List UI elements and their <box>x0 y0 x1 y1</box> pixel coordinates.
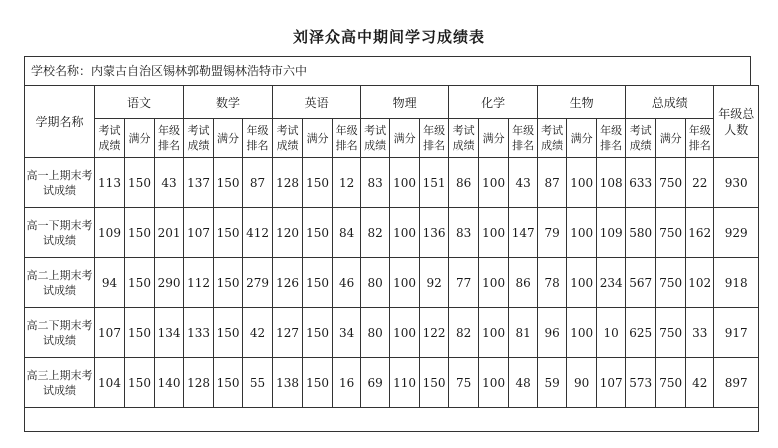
score-cell: 140 <box>155 358 184 408</box>
exam-score-header: 考试成绩 <box>361 119 390 158</box>
grade-rank-header: 年级排名 <box>509 119 538 158</box>
score-cell: 150 <box>303 158 333 208</box>
score-cell: 16 <box>333 358 361 408</box>
score-cell: 110 <box>390 358 420 408</box>
table-row <box>25 158 759 208</box>
score-cell: 150 <box>420 358 449 408</box>
score-cell: 84 <box>333 208 361 258</box>
subject-header: 英语 <box>273 86 361 119</box>
blank-row <box>25 408 759 432</box>
table-row <box>25 358 759 408</box>
score-cell: 412 <box>243 208 273 258</box>
score-cell: 80 <box>361 258 390 308</box>
term-label: 高二下期末考试成绩 <box>25 308 95 358</box>
score-cell: 750 <box>656 308 686 358</box>
score-cell: 150 <box>303 358 333 408</box>
score-cell: 109 <box>95 208 125 258</box>
score-cell: 279 <box>243 258 273 308</box>
sub-header-row <box>25 119 759 158</box>
subject-header: 物理 <box>361 86 449 119</box>
score-cell: 77 <box>449 258 479 308</box>
term-label: 高一上期末考试成绩 <box>25 158 95 208</box>
score-cell: 750 <box>656 258 686 308</box>
score-cell: 127 <box>273 308 303 358</box>
score-cell: 80 <box>361 308 390 358</box>
score-cell: 34 <box>333 308 361 358</box>
school-name-line: 学校名称：内蒙古自治区锡林郭勒盟锡林浩特市六中 <box>24 56 751 86</box>
score-cell: 112 <box>184 258 214 308</box>
exam-score-header: 考试成绩 <box>273 119 303 158</box>
score-cell: 78 <box>538 258 567 308</box>
score-cell: 86 <box>509 258 538 308</box>
full-mark-header: 满分 <box>390 119 420 158</box>
score-cell: 48 <box>509 358 538 408</box>
subject-header: 生物 <box>538 86 626 119</box>
score-cell: 22 <box>686 158 714 208</box>
grade-rank-header: 年级排名 <box>333 119 361 158</box>
score-cell: 100 <box>567 258 597 308</box>
score-cell: 122 <box>420 308 449 358</box>
score-cell: 625 <box>626 308 656 358</box>
score-cell: 104 <box>95 358 125 408</box>
score-cell: 96 <box>538 308 567 358</box>
grade-rank-header: 年级排名 <box>420 119 449 158</box>
score-cell: 59 <box>538 358 567 408</box>
grade-total-cell: 929 <box>714 208 759 258</box>
score-cell: 150 <box>125 308 155 358</box>
score-cell: 150 <box>214 208 243 258</box>
score-cell: 33 <box>686 308 714 358</box>
grade-rank-header: 年级排名 <box>155 119 184 158</box>
score-cell: 100 <box>390 208 420 258</box>
score-cell: 83 <box>449 208 479 258</box>
score-cell: 633 <box>626 158 656 208</box>
page-title: 刘泽众高中期间学习成绩表 <box>292 28 485 46</box>
grade-total-cell: 918 <box>714 258 759 308</box>
score-cell: 150 <box>125 358 155 408</box>
score-cell: 42 <box>686 358 714 408</box>
score-cell: 12 <box>333 158 361 208</box>
score-cell: 100 <box>479 158 509 208</box>
blank-cell <box>25 408 759 432</box>
subject-header: 语文 <box>95 86 184 119</box>
score-cell: 107 <box>95 308 125 358</box>
score-cell: 92 <box>420 258 449 308</box>
grade-total-cell: 917 <box>714 308 759 358</box>
score-cell: 150 <box>303 208 333 258</box>
score-cell: 83 <box>361 158 390 208</box>
score-cell: 43 <box>509 158 538 208</box>
score-cell: 107 <box>184 208 214 258</box>
term-label: 高二上期末考试成绩 <box>25 258 95 308</box>
score-cell: 150 <box>125 208 155 258</box>
score-cell: 120 <box>273 208 303 258</box>
grade-total-cell: 897 <box>714 358 759 408</box>
score-cell: 94 <box>95 258 125 308</box>
grades-table <box>24 85 759 432</box>
score-cell: 750 <box>656 358 686 408</box>
score-cell: 573 <box>626 358 656 408</box>
grade-total-header: 年级总人数 <box>714 86 759 158</box>
subject-header-row <box>25 86 759 119</box>
term-column-header: 学期名称 <box>25 86 95 158</box>
score-cell: 100 <box>390 158 420 208</box>
score-cell: 137 <box>184 158 214 208</box>
table-row <box>25 258 759 308</box>
score-cell: 46 <box>333 258 361 308</box>
score-cell: 113 <box>95 158 125 208</box>
full-mark-header: 满分 <box>214 119 243 158</box>
score-cell: 100 <box>567 208 597 258</box>
term-label: 高三上期末考试成绩 <box>25 358 95 408</box>
score-cell: 147 <box>509 208 538 258</box>
score-cell: 43 <box>155 158 184 208</box>
score-cell: 750 <box>656 208 686 258</box>
score-cell: 134 <box>155 308 184 358</box>
score-cell: 128 <box>184 358 214 408</box>
grade-rank-header: 年级排名 <box>686 119 714 158</box>
grade-rank-header: 年级排名 <box>243 119 273 158</box>
score-cell: 580 <box>626 208 656 258</box>
full-mark-header: 满分 <box>656 119 686 158</box>
score-cell: 750 <box>656 158 686 208</box>
score-cell: 162 <box>686 208 714 258</box>
score-cell: 234 <box>597 258 626 308</box>
score-cell: 102 <box>686 258 714 308</box>
score-cell: 100 <box>567 308 597 358</box>
full-mark-header: 满分 <box>125 119 155 158</box>
subject-header: 化学 <box>449 86 538 119</box>
score-cell: 126 <box>273 258 303 308</box>
grade-total-cell: 930 <box>714 158 759 208</box>
score-cell: 100 <box>390 308 420 358</box>
score-cell: 100 <box>567 158 597 208</box>
exam-score-header: 考试成绩 <box>449 119 479 158</box>
score-cell: 100 <box>479 358 509 408</box>
table-row <box>25 208 759 258</box>
score-cell: 150 <box>214 358 243 408</box>
score-cell: 151 <box>420 158 449 208</box>
exam-score-header: 考试成绩 <box>95 119 125 158</box>
score-cell: 100 <box>390 258 420 308</box>
exam-score-header: 考试成绩 <box>538 119 567 158</box>
score-cell: 136 <box>420 208 449 258</box>
score-cell: 150 <box>214 158 243 208</box>
full-mark-header: 满分 <box>303 119 333 158</box>
score-cell: 150 <box>303 258 333 308</box>
score-cell: 69 <box>361 358 390 408</box>
score-cell: 100 <box>479 258 509 308</box>
score-cell: 150 <box>125 158 155 208</box>
full-mark-header: 满分 <box>479 119 509 158</box>
score-cell: 86 <box>449 158 479 208</box>
exam-score-header: 考试成绩 <box>184 119 214 158</box>
term-label: 高一下期末考试成绩 <box>25 208 95 258</box>
table-row <box>25 308 759 358</box>
score-cell: 79 <box>538 208 567 258</box>
score-cell: 55 <box>243 358 273 408</box>
score-cell: 81 <box>509 308 538 358</box>
score-cell: 82 <box>361 208 390 258</box>
grade-rank-header: 年级排名 <box>597 119 626 158</box>
score-cell: 150 <box>214 258 243 308</box>
score-cell: 100 <box>479 308 509 358</box>
score-cell: 201 <box>155 208 184 258</box>
subject-header: 总成绩 <box>626 86 714 119</box>
full-mark-header: 满分 <box>567 119 597 158</box>
score-cell: 150 <box>214 308 243 358</box>
score-cell: 10 <box>597 308 626 358</box>
score-cell: 567 <box>626 258 656 308</box>
score-cell: 128 <box>273 158 303 208</box>
score-cell: 100 <box>479 208 509 258</box>
score-cell: 133 <box>184 308 214 358</box>
subject-header: 数学 <box>184 86 273 119</box>
score-cell: 82 <box>449 308 479 358</box>
score-cell: 109 <box>597 208 626 258</box>
score-cell: 75 <box>449 358 479 408</box>
score-cell: 138 <box>273 358 303 408</box>
score-cell: 107 <box>597 358 626 408</box>
score-cell: 290 <box>155 258 184 308</box>
score-cell: 87 <box>243 158 273 208</box>
score-cell: 150 <box>125 258 155 308</box>
score-cell: 42 <box>243 308 273 358</box>
exam-score-header: 考试成绩 <box>626 119 656 158</box>
score-cell: 90 <box>567 358 597 408</box>
score-cell: 87 <box>538 158 567 208</box>
score-cell: 108 <box>597 158 626 208</box>
score-cell: 150 <box>303 308 333 358</box>
